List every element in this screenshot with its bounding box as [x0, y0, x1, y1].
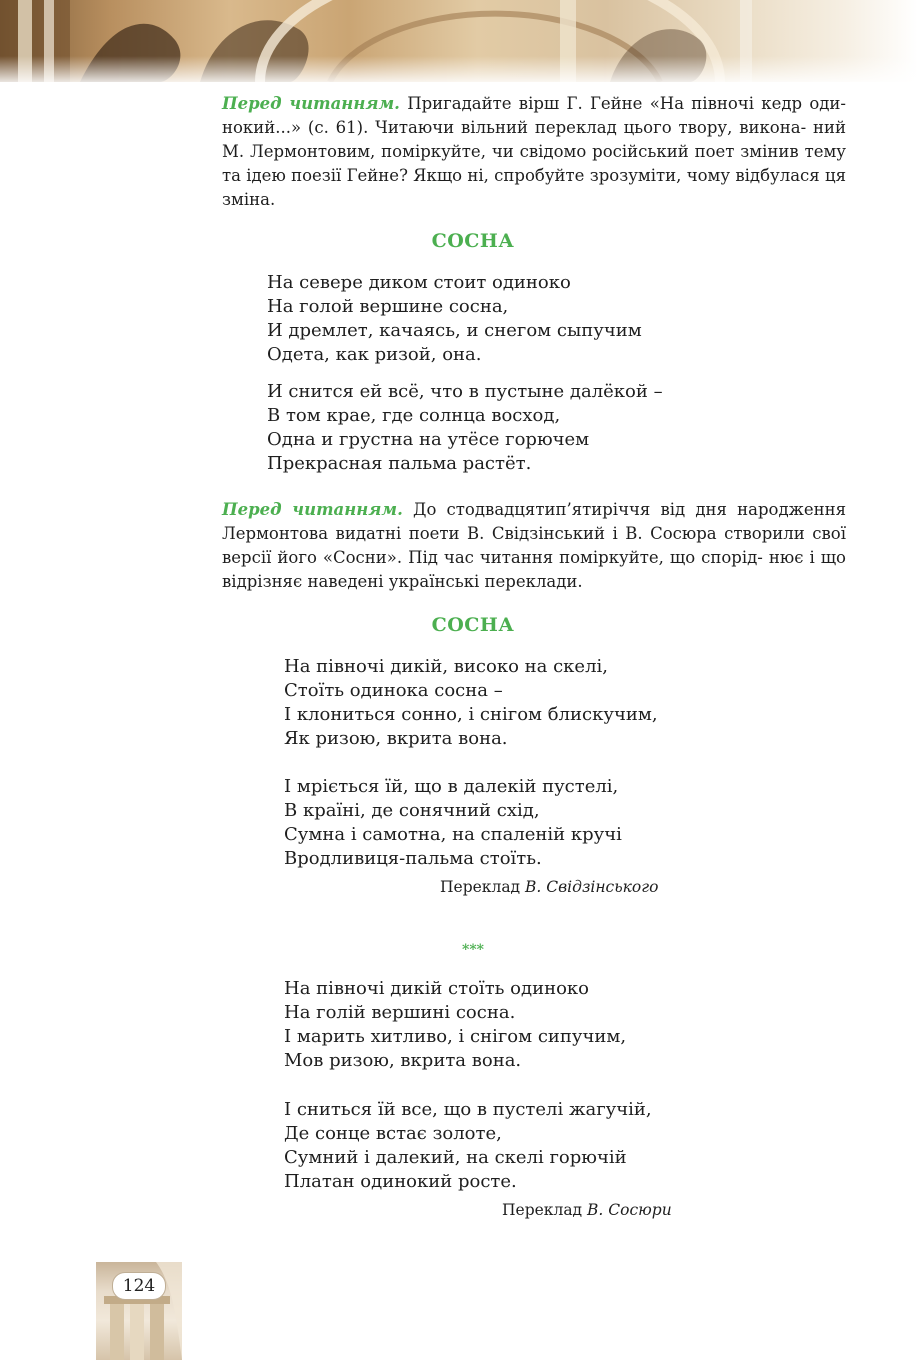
poem-2-title: СОСНА: [431, 614, 515, 636]
verse-line: На голой вершине сосна,: [267, 296, 509, 317]
verse-line: На севере диком стоит одиноко: [267, 272, 571, 293]
intro-1-line: ний М. Лермонтовим, поміркуйте, чи свідомо російський поет: [222, 118, 846, 161]
intro-2-text: [222, 498, 846, 594]
intro-1-lead: Перед читанням.: [222, 94, 400, 113]
intro-2-line: Лермонтова видатні поети В. Свідзінський і В. Сосюра створили: [222, 524, 805, 543]
verse-line: В країні, де сонячний схід,: [284, 800, 540, 821]
verse-line: Одета, как ризой, она.: [267, 344, 482, 365]
intro-1-line: Пригадайте вірш Г. Гейне «На півночі кедр оди-: [399, 94, 846, 113]
verse-line: На півночі дикій, високо на скелі,: [284, 656, 608, 677]
verse-line: Де сонце встає золоте,: [284, 1123, 502, 1144]
poem-3-credit: [502, 1201, 672, 1219]
verse-line: І мріється їй, що в далекій пустелі,: [284, 776, 619, 797]
verse-line: Мов ризою, вкрита вона.: [284, 1050, 522, 1071]
verse-line: Сумний і далекий, на скелі горючій: [284, 1147, 627, 1168]
intro-paragraph-1: [222, 92, 846, 212]
intro-2-lead: Перед читанням.: [222, 500, 403, 519]
poem-3-stanza-2: [284, 1098, 652, 1194]
verse-line: Вродливиця-пальма стоїть.: [284, 848, 542, 869]
credit-prefix: Переклад: [502, 1201, 588, 1219]
header-banner-image: [0, 0, 918, 82]
poem-1-title: СОСНА: [431, 230, 515, 252]
verse-line: Платан одинокий росте.: [284, 1171, 517, 1192]
verse-line: Стоїть одинока сосна –: [284, 680, 503, 701]
verse-line: Прекрасная пальма растёт.: [267, 453, 532, 474]
intro-1-line: чому відбулася ця зміна.: [222, 166, 846, 209]
credit-author: В. Свідзінського: [525, 878, 659, 896]
poem-1-stanza-2: [267, 380, 663, 476]
verse-line: І клониться сонно, і снігом блискучим,: [284, 704, 658, 725]
poem-3-stanza-1: [284, 977, 626, 1073]
verse-line: В том крае, где солнца восход,: [267, 405, 561, 426]
credit-author: В. Сосюри: [587, 1201, 672, 1219]
intro-1-line: нокий...» (с. 61). Читаючи вільний переклад цього твору, викона-: [222, 118, 807, 137]
page-number: 124: [112, 1272, 166, 1300]
intro-paragraph-2: [222, 498, 846, 594]
verse-line: І сниться їй все, що в пустелі жагучій,: [284, 1099, 652, 1120]
verse-line: Сумна і самотна, на спаленій кручі: [284, 824, 622, 845]
verse-line: И снится ей всё, что в пустыне далёкой –: [267, 381, 663, 402]
verse-line: Як ризою, вкрита вона.: [284, 728, 508, 749]
poem-2-stanza-1: [284, 655, 658, 751]
intro-1-line: змінив тему та ідею поезії Гейне? Якщо ні, спробуйте зрозуміти,: [222, 142, 847, 185]
poem-2-credit: [440, 878, 658, 896]
verse-line: И дремлет, качаясь, и снегом сыпучим: [267, 320, 642, 341]
intro-2-line: нює і що відрізняє наведені українські переклади.: [222, 548, 846, 591]
verse-line: На голій вершині сосна.: [284, 1002, 516, 1023]
architecture-illustration: [0, 0, 918, 82]
poem-3-title: ***: [462, 942, 484, 958]
intro-2-line: свої версії його «Сосни». Під час читання поміркуйте, що спорід-: [222, 524, 846, 567]
verse-line: На півночі дикій стоїть одиноко: [284, 978, 590, 999]
poem-1-stanza-1: [267, 271, 642, 367]
credit-prefix: Переклад: [440, 878, 526, 896]
intro-1-text: [222, 92, 846, 212]
intro-2-line: До стодвадцятип’ятиріччя від дня народження: [402, 500, 846, 519]
verse-line: Одна и грустна на утёсе горючем: [267, 429, 590, 450]
poem-2-stanza-2: [284, 775, 622, 871]
verse-line: І марить хитливо, і снігом сипучим,: [284, 1026, 627, 1047]
